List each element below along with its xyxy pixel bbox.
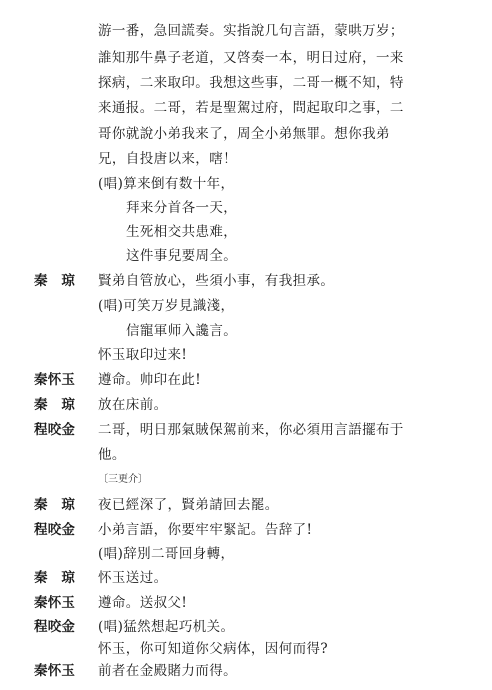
dialogue-line: 怀玉送过。 <box>98 570 168 586</box>
dialogue-line: 二哥，明日那氣賊保駕前来，你必須用言語擺布于 <box>98 422 404 438</box>
dialogue-line: 遵命。帅印在此! <box>98 372 202 388</box>
speaker-name: 秦怀玉 <box>34 595 76 611</box>
speaker-name: 程咬金 <box>34 619 76 635</box>
speaker-name: 程咬金 <box>34 522 76 538</box>
sung-line: (唱)可笑万岁見識淺， <box>98 298 235 314</box>
dialogue-line: 小弟言語，你要牢牢緊記。告辞了! <box>98 522 313 538</box>
dialogue-line: 探病，二来取印。我想这些事，二哥一概不知，特 <box>98 75 404 91</box>
dialogue-line: 兄，自投唐以来，嗐！ <box>98 151 237 167</box>
speaker-name: 秦 琼 <box>34 570 76 586</box>
verse-line: 信寵軍师入讒言。 <box>126 323 238 339</box>
stage-direction: 〔三更介〕 <box>98 474 148 485</box>
speaker-name: 秦 琼 <box>34 273 76 289</box>
dialogue-line: 賢弟自管放心，些須小事，有我担承。 <box>98 273 335 289</box>
speaker-name: 程咬金 <box>34 422 76 438</box>
dialogue-line: 夜已經深了，賢弟請回去罷。 <box>98 497 279 513</box>
dialogue-line: 他。 <box>98 447 126 463</box>
verse-line: 生死相交共患难， <box>126 224 238 240</box>
dialogue-line: 前者在金殿賭力而得。 <box>98 663 237 679</box>
dialogue-line: 放在床前。 <box>98 397 168 413</box>
sung-line: (唱)算来倒有数十年， <box>98 176 235 192</box>
speaker-name: 秦 琼 <box>34 397 76 413</box>
dialogue-line: 遵命。送叔父! <box>98 595 188 611</box>
verse-line: 拜来分首各一天， <box>126 200 238 216</box>
dialogue-line: 誰知那牛鼻子老道，又啓奏一本，明日过府，一来 <box>98 50 404 66</box>
dialogue-line: 游一番，急回謊奏。实指說几句言語，蒙哄万岁； <box>98 23 404 39</box>
dialogue-line: 来通报。二哥，若是聖駕过府，問起取印之事，二 <box>98 100 404 116</box>
verse-line: 这件事兒要周全。 <box>126 248 238 264</box>
sung-line: (唱)猛然想起巧机关。 <box>98 619 235 635</box>
dialogue-line: 怀玉，你可知道你父病体，因何而得? <box>98 641 329 657</box>
dialogue-line: 怀玉取印过来! <box>98 347 188 363</box>
dialogue-line: 哥你就說小弟我来了，周全小弟無罪。想你我弟 <box>98 126 390 142</box>
speaker-name: 秦怀玉 <box>34 663 76 679</box>
sung-line: (唱)辞別二哥回身轉， <box>98 546 235 562</box>
speaker-name: 秦怀玉 <box>34 372 76 388</box>
speaker-name: 秦 琼 <box>34 497 76 513</box>
